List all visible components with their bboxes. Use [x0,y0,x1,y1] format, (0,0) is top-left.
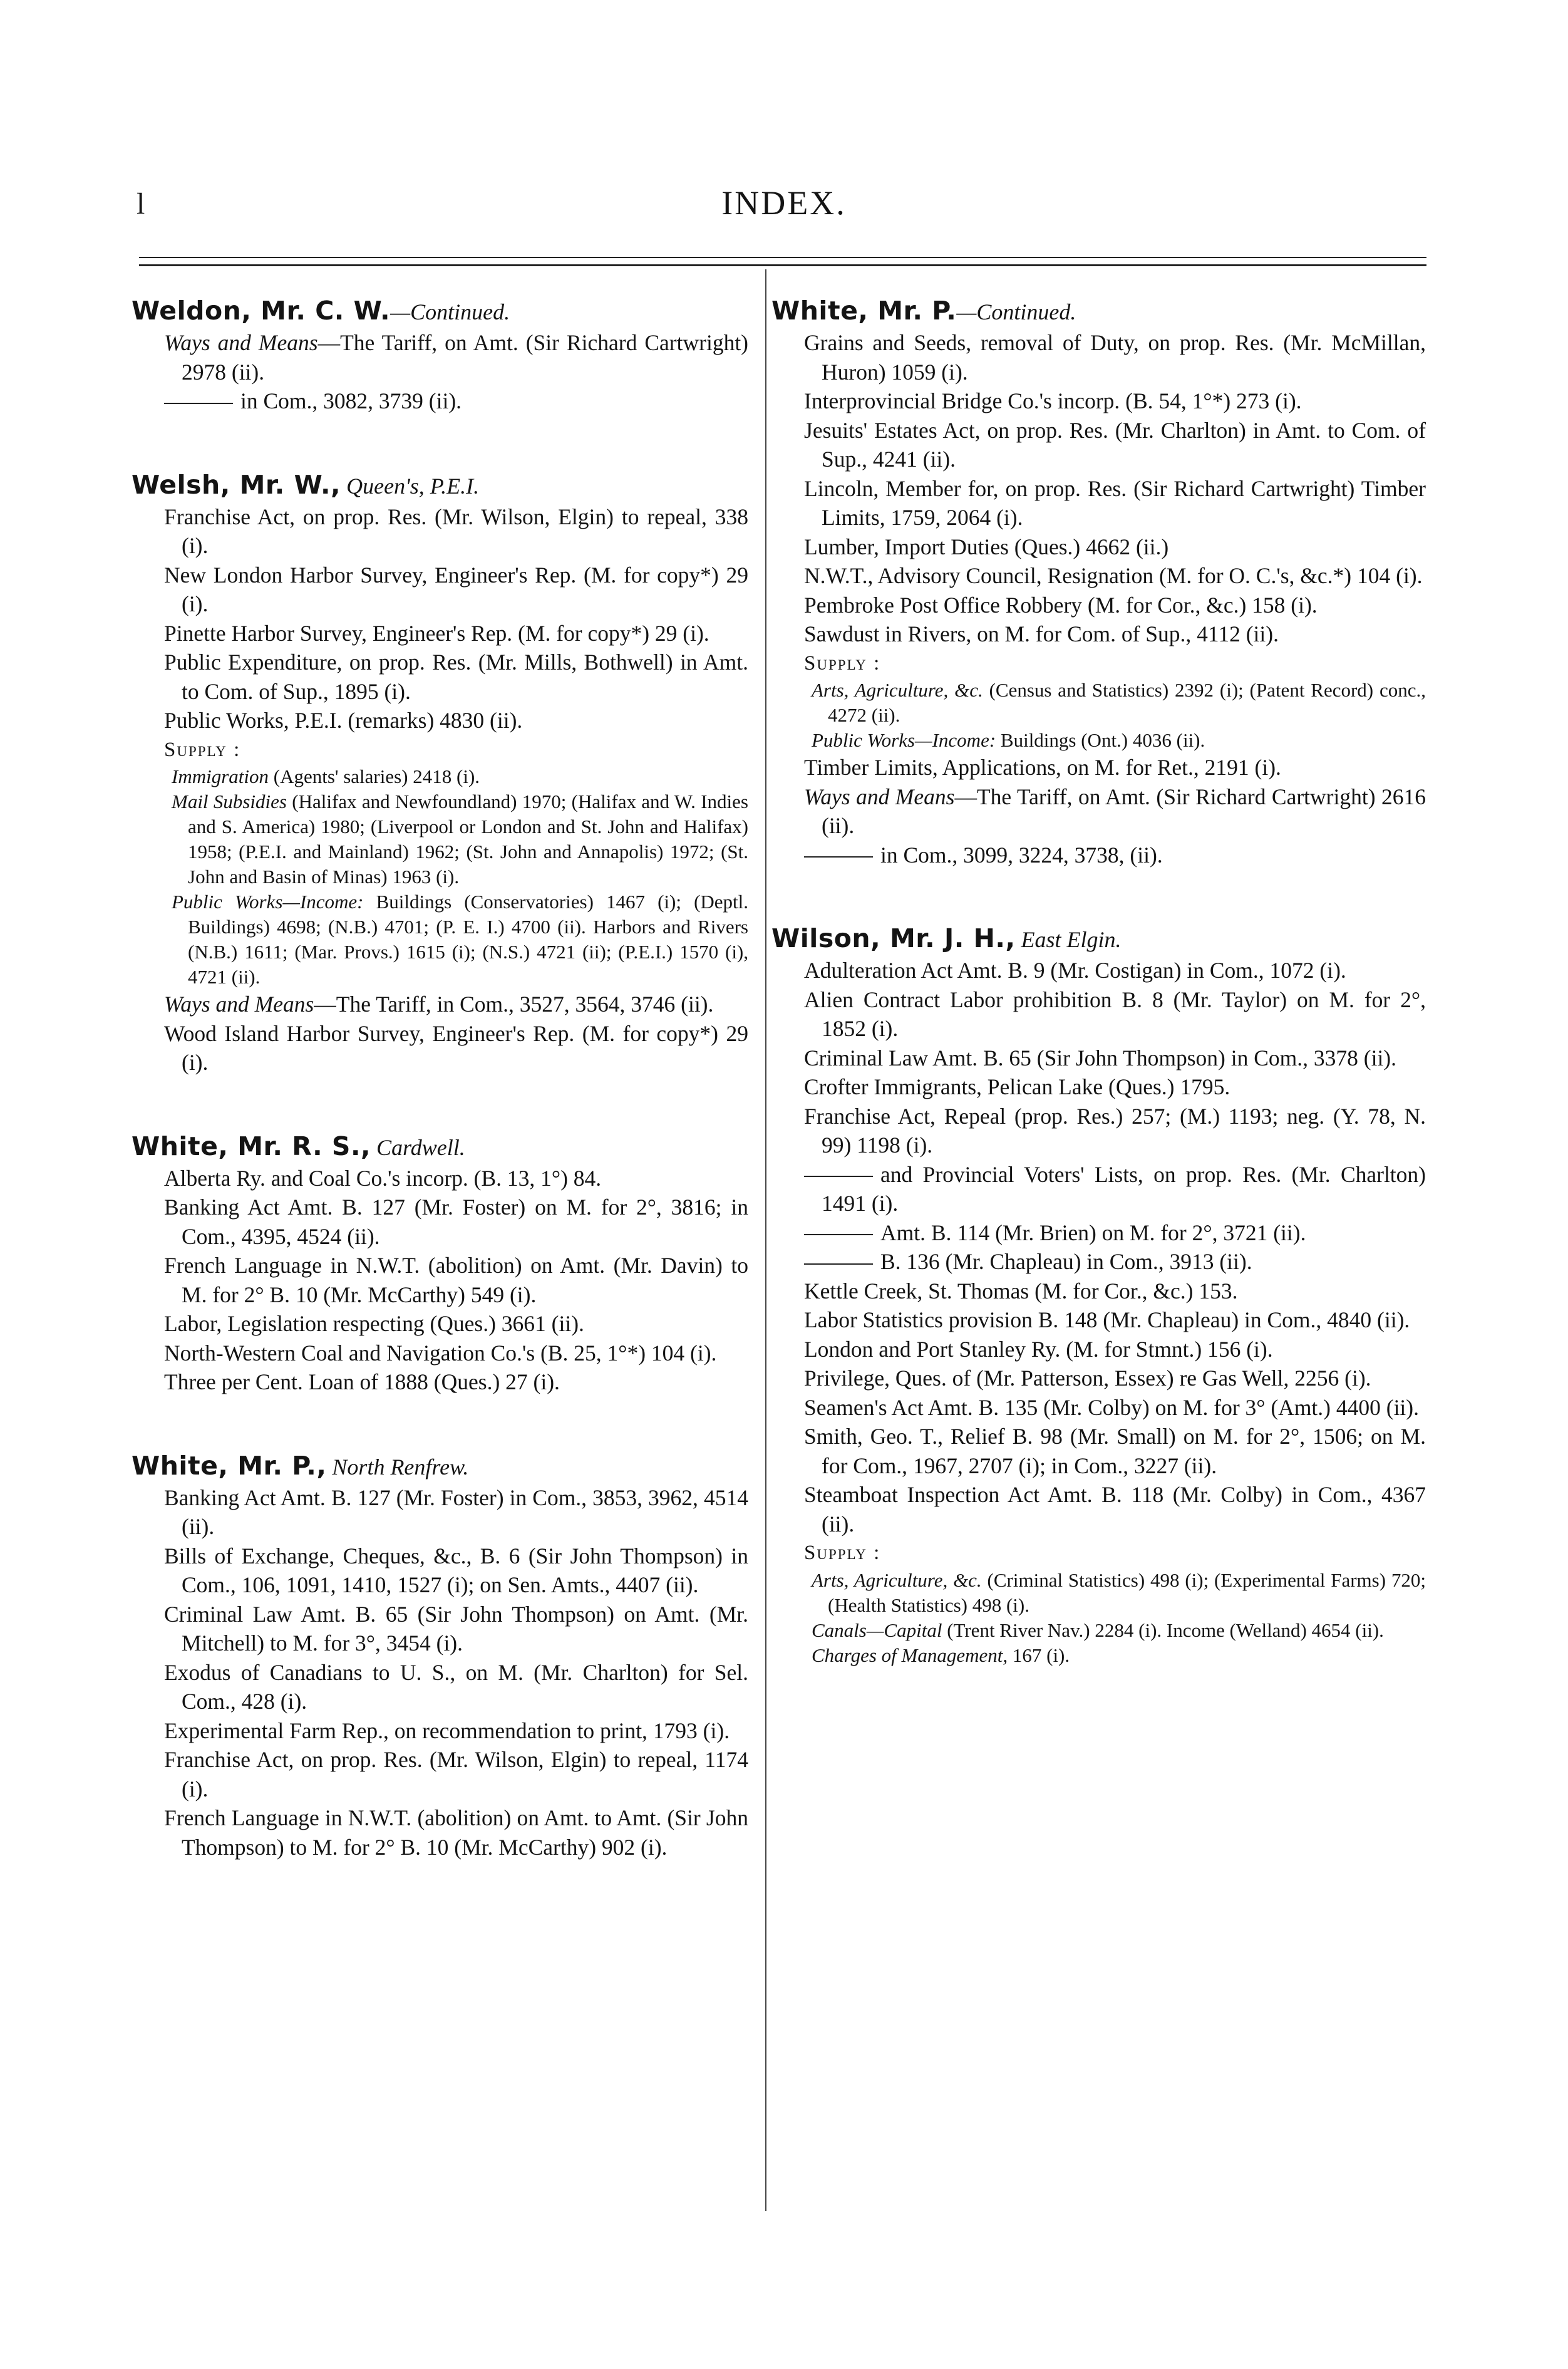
supply-heading: Supply : [164,738,241,761]
entry-text: Bills of Exchange, Cheques, &c., B. 6 (Sir John Thompson) in Com., 106, 1091, 1410, 1527 (i); on Sen. Amts., 4407 (ii). [164,1543,748,1597]
header-rule [139,257,1426,258]
entry-text: (Criminal Statistics) 498 (i); (Experimental Farms) 720; (Health Statistics) 498 (i). [828,1568,1426,1616]
entry-line [132,1658,748,1716]
entry-text: Banking Act Amt. B. 127 (Mr. Foster) on M. for 2°, 3816; in Com., 4395, 4524 (ii). [164,1195,748,1249]
entry-text: Seamen's Act Amt. B. 135 (Mr. Colby) on M. for 3° (Amt.) 4400 (ii). [804,1394,1419,1420]
entry-text: Franchise Act, on prop. Res. (Mr. Wilson, Elgin) to repeal, 338 (i). [164,504,748,558]
left-column [132,294,748,1862]
entry-prefix: Ways and Means [804,784,955,809]
entry-line [771,1102,1426,1160]
entry-line [771,956,1426,985]
member-name: White, Mr. R. S., [132,1131,371,1161]
entry-line [771,1480,1426,1538]
supply-item [771,1568,1426,1618]
entry-line [771,1393,1426,1423]
entry-text: Alien Contract Labor prohibition B. 8 (Mr. Taylor) on M. for 2°, 1852 (i). [804,987,1426,1041]
entry-text: Labor Statistics provision B. 148 (Mr. Chapleau) in Com., 4840 (ii). [804,1307,1410,1332]
entry-line [771,1364,1426,1393]
index-entry [132,1130,748,1397]
entry-line [132,328,748,386]
entry-text: Jesuits' Estates Act, on prop. Res. (Mr. Charlton) in Amt. to Com. of Sup., 4241 (ii). [804,417,1426,472]
entry-line [132,990,748,1019]
entry-prefix: Ways and Means [164,992,314,1017]
entry-line [771,328,1426,386]
entry-text: Public Works, P.E.I. (remarks) 4830 (ii). [164,708,523,733]
index-entry [132,469,748,1077]
entry-line [132,1745,748,1803]
ditto-dash [804,1234,873,1235]
entry-line [771,1044,1426,1073]
constituency: North Renfrew. [326,1454,469,1480]
entry-text: Interprovincial Bridge Co.'s incorp. (B. 54, 1°*) 273 (i). [804,388,1302,413]
ditto-dash [804,1176,873,1177]
supply-item [132,764,748,789]
entry-text: Labor, Legislation respecting (Ques.) 3661 (ii). [164,1311,584,1336]
entry-line [132,1483,748,1542]
supply-heading: Supply : [804,651,881,675]
entry-text: in Com., 3082, 3739 (ii). [240,388,462,413]
entry-line [132,1803,748,1862]
entry-text: (Agents' salaries) 2418 (i). [269,765,480,787]
entry-line [771,591,1426,620]
member-name: Wilson, Mr. J. H., [771,923,1016,953]
entry-line [771,985,1426,1044]
entry-line [771,753,1426,782]
supply-item [132,889,748,990]
page-title: INDEX. [721,184,847,222]
entry-prefix: Canals—Capital [812,1619,942,1641]
entry-line [771,619,1426,649]
entry-prefix: Mail Subsidies [172,791,287,812]
right-column [771,294,1426,1668]
entry-prefix: Ways and Means [164,330,318,355]
entry-prefix: Public Works—Income: [812,729,996,751]
entry-prefix: Charges of Management, [812,1644,1008,1666]
member-name: White, Mr. P., [132,1450,327,1481]
entry-heading [132,1130,748,1164]
entry-text: Franchise Act, on prop. Res. (Mr. Wilson, Elgin) to repeal, 1174 (i). [164,1747,748,1801]
supply-heading: Supply : [804,1542,881,1564]
entry-text: Adulteration Act Amt. B. 9 (Mr. Costigan) in Com., 1072 (i). [804,958,1346,983]
entry-line [132,386,748,416]
entry-line [132,502,748,561]
member-name: White, Mr. P. [771,296,957,326]
supply-item [771,728,1426,753]
entry-line [771,1160,1426,1218]
entry-text: Timber Limits, Applications, on M. for Ret., 2191 (i). [804,755,1281,780]
entry-line [771,386,1426,416]
entry-line [132,1367,748,1397]
entry-line [132,1542,748,1600]
entry-line [771,1277,1426,1306]
entry-text: (Census and Statistics) 2392 (i); (Patent Record) conc., 4272 (ii). [828,679,1426,726]
entry-text: Smith, Geo. T., Relief B. 98 (Mr. Small) on M. for 2°, 1506; on M. for Com., 1967, 2707 (i); in Com., 3227 (ii). [804,1424,1426,1478]
entry-text: Lumber, Import Duties (Ques.) 4662 (ii.) [804,534,1169,559]
page-header [0,0,1568,251]
entry-text: Alberta Ry. and Coal Co.'s incorp. (B. 13, 1°) 84. [164,1165,602,1191]
entry-text: —The Tariff, on Amt. (Sir Richard Cartwright) 2616 (ii). [822,784,1426,838]
entry-text: Public Expenditure, on prop. Res. (Mr. Mills, Bothwell) in Amt. to Com. of Sup., 1895 (i). [164,650,748,704]
entry-text: Buildings (Conservatories) 1467 (i); (Deptl. Buildings) 4698; (N.B.) 4701; (P. E. I.) 4700 (ii). Harbors and Rivers (N.B.) 1611; (Mar. Provs.) 1615 (i); (N.S.) 4721 (ii); (P.E.I.) 1570 (i), 4721 (ii). [188,891,749,988]
entry-text: N.W.T., Advisory Council, Resignation (M. for O. C.'s, &c.*) 104 (i). [804,563,1423,588]
entry-text: Grains and Seeds, removal of Duty, on prop. Res. (Mr. McMillan, Huron) 1059 (i). [804,330,1426,385]
entry-text: Amt. B. 114 (Mr. Brien) on M. for 2°, 3721 (ii). [880,1220,1306,1245]
entry-line [771,841,1426,870]
index-entry [771,922,1426,1668]
entry-text: Kettle Creek, St. Thomas (M. for Cor., &c.) 153. [804,1278,1238,1304]
entry-line [771,1335,1426,1364]
supply-item [771,1618,1426,1643]
ditto-dash [804,856,873,858]
column-divider [765,269,766,2211]
entry-line [132,1309,748,1339]
entry-heading [132,469,748,502]
entry-text: Criminal Law Amt. B. 65 (Sir John Thompson) in Com., 3378 (ii). [804,1045,1397,1070]
supply-item [771,678,1426,728]
member-name: Welsh, Mr. W., [132,469,341,500]
entry-text: 167 (i). [1008,1644,1070,1666]
entry-text: Banking Act Amt. B. 127 (Mr. Foster) in Com., 3853, 3962, 4514 (ii). [164,1485,748,1539]
entry-prefix: Arts, Agriculture, &c. [812,1568,982,1591]
entry-text: Experimental Farm Rep., on recommendation to print, 1793 (i). [164,1718,730,1743]
entry-line [771,561,1426,591]
entry-text: (Halifax and Newfoundland) 1970; (Halifax and W. Indies and S. America) 1980; (Liverpool or London and St. John and Halifax) 1958; (P.E.I. and Mainland) 1962; (St. John and Annapolis) 1972; (St. John and Basin of Minas) 1963 (i). [188,791,748,888]
entry-line [132,1164,748,1193]
constituency: Queen's, P.E.I. [341,473,480,499]
entry-prefix: Immigration [172,765,269,787]
entry-text: Steamboat Inspection Act Amt. B. 118 (Mr. Colby) in Com., 4367 (ii). [804,1482,1426,1537]
ditto-dash [164,403,233,404]
entry-text: B. 136 (Mr. Chapleau) in Com., 3913 (ii). [880,1249,1252,1274]
entry-text: in Com., 3099, 3224, 3738, (ii). [880,842,1163,868]
entry-line [132,1600,748,1658]
entry-prefix: Arts, Agriculture, &c. [812,679,983,701]
entry-text: —The Tariff, on Amt. (Sir Richard Cartwright) 2978 (ii). [182,330,749,385]
index-entry [132,1449,748,1862]
entry-line [132,706,748,735]
entry-text: North-Western Coal and Navigation Co.'s (B. 25, 1°*) 104 (i). [164,1340,717,1366]
entry-text: Crofter Immigrants, Pelican Lake (Ques.) 1795. [804,1074,1230,1099]
entry-text: French Language in N.W.T. (abolition) on Amt. to Amt. (Sir John Thompson) to M. for 2° B. 10 (Mr. McCarthy) 902 (i). [164,1805,748,1860]
entry-prefix: Public Works—Income: [172,891,364,913]
entry-line [771,1247,1426,1277]
entry-line [132,1019,748,1077]
entry-text: Sawdust in Rivers, on M. for Com. of Sup., 4112 (ii). [804,621,1279,646]
entry-heading [132,294,748,328]
entry-line [132,1339,748,1368]
entry-text: Pembroke Post Office Robbery (M. for Cor., &c.) 158 (i). [804,592,1318,618]
entry-line [771,782,1426,841]
entry-line [132,561,748,619]
entry-line [132,1193,748,1251]
entry-text: Three per Cent. Loan of 1888 (Ques.) 27 (i). [164,1369,560,1394]
entry-heading [132,1449,748,1483]
entry-line [771,1072,1426,1102]
entry-text: (Trent River Nav.) 2284 (i). Income (Welland) 4654 (ii). [942,1619,1384,1641]
entry-line [132,619,748,648]
entry-heading [771,922,1426,956]
entry-line [771,1218,1426,1248]
entry-line [132,1716,748,1746]
entry-line [132,648,748,706]
constituency: Cardwell. [371,1134,465,1160]
entry-text: Criminal Law Amt. B. 65 (Sir John Thompson) on Amt. (Mr. Mitchell) to M. for 3°, 3454 (i). [164,1601,748,1656]
entry-line [771,1305,1426,1335]
entry-text: New London Harbor Survey, Engineer's Rep. (M. for copy*) 29 (i). [164,562,748,616]
index-entry [771,294,1426,869]
header-rule-double [139,264,1426,266]
entry-text: French Language in N.W.T. (abolition) on Amt. (Mr. Davin) to M. for 2° B. 10 (Mr. McCarthy) 549 (i). [164,1253,748,1307]
entry-text: Pinette Harbor Survey, Engineer's Rep. (M. for copy*) 29 (i). [164,620,709,646]
member-name: Weldon, Mr. C. W. [132,296,391,326]
supply-item [771,1643,1426,1668]
entry-text: and Provincial Voters' Lists, on prop. Res. (Mr. Charlton) 1491 (i). [822,1161,1426,1216]
entry-line [771,474,1426,532]
entry-text: Lincoln, Member for, on prop. Res. (Sir Richard Cartwright) Timber Limits, 1759, 2064 (i). [804,475,1426,530]
index-entry [132,294,748,416]
entry-line [771,532,1426,562]
entry-text: Buildings (Ont.) 4036 (ii). [996,729,1205,751]
entry-heading [771,294,1426,328]
ditto-dash [804,1263,873,1265]
entry-line [132,1251,748,1309]
supply-item [132,789,748,889]
page-number: l [137,187,145,220]
constituency: —Continued. [390,299,510,324]
entry-text: Franchise Act, Repeal (prop. Res.) 257; (M.) 1193; neg. (Y. 78, N. 99) 1198 (i). [804,1103,1426,1158]
entry-line [771,1422,1426,1480]
entry-text: London and Port Stanley Ry. (M. for Stmnt.) 156 (i). [804,1336,1273,1362]
entry-text: Wood Island Harbor Survey, Engineer's Rep. (M. for copy*) 29 (i). [164,1020,748,1075]
constituency: —Continued. [956,299,1076,324]
entry-text: Exodus of Canadians to U. S., on M. (Mr. Charlton) for Sel. Com., 428 (i). [164,1659,748,1714]
entry-line [771,416,1426,474]
constituency: East Elgin. [1015,927,1122,952]
entry-text: —The Tariff, in Com., 3527, 3564, 3746 (ii). [314,992,714,1017]
entry-text: Privilege, Ques. of (Mr. Patterson, Essex) re Gas Well, 2256 (i). [804,1366,1371,1391]
